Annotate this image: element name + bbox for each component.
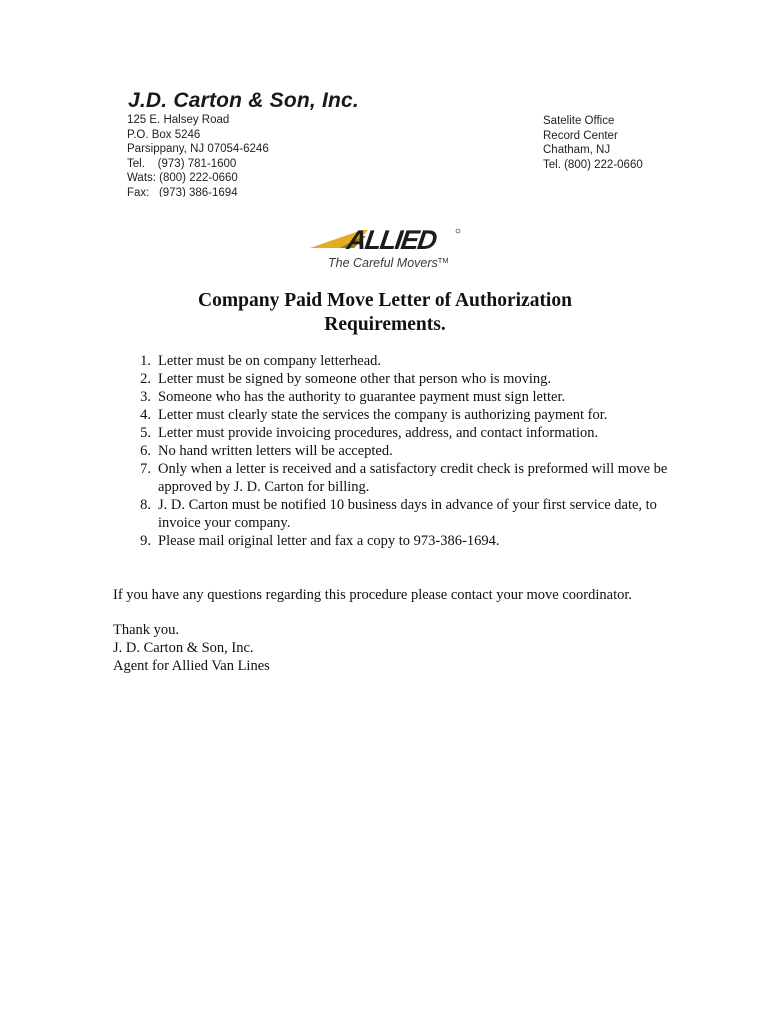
list-item [131, 424, 671, 442]
item-number: 4. [140, 407, 151, 423]
item-text: Please mail original letter and fax a copy to 973-386-1694. [158, 533, 500, 549]
wats-line: Wats: (800) 222-0660 [127, 172, 238, 185]
list-item [131, 442, 671, 460]
title-line: Requirements. [324, 314, 446, 335]
address-line: Record Center [543, 129, 618, 142]
tagline-text: The Careful Movers [328, 256, 438, 270]
item-number: 1. [140, 353, 151, 369]
fax-line: Fax: (973) 386-1694 [127, 186, 238, 197]
item-text: Letter must provide invoicing procedures, address, and contact information. [158, 425, 599, 441]
item-text: Letter must be on company letterhead. [158, 353, 382, 369]
title-line: Company Paid Move Letter of Authorization [198, 290, 572, 311]
allied-tagline [328, 256, 449, 270]
address-line: Parsippany, NJ 07054-6246 [127, 143, 269, 156]
questions-paragraph: If you have any questions regarding this procedure please contact your move coordinator. [113, 587, 633, 603]
item-number: 2. [140, 371, 151, 387]
item-number: 9. [140, 533, 151, 549]
satellite-office-address [543, 114, 643, 172]
list-item [131, 370, 671, 388]
closing-block [113, 621, 270, 675]
item-number: 6. [140, 443, 151, 459]
letterhead-company-name: J.D. Carton & Son, Inc. [128, 89, 359, 110]
list-item [131, 532, 671, 550]
address-line: Chatham, NJ [543, 144, 611, 157]
registered-mark-icon [456, 229, 460, 233]
item-number: 8. [140, 497, 151, 513]
list-item [131, 496, 671, 532]
item-number: 5. [140, 425, 151, 441]
item-text: Someone who has the authority to guarantee payment must sign letter. [158, 389, 566, 405]
closing-line: Thank you. [113, 622, 180, 638]
signature-company: J. D. Carton & Son, Inc. [113, 640, 254, 656]
address-line: Satelite Office [543, 115, 615, 127]
list-item [131, 460, 671, 496]
requirements-list [131, 352, 671, 550]
list-item [131, 352, 671, 370]
address-line: 125 E. Halsey Road [127, 114, 230, 126]
list-item [131, 388, 671, 406]
item-text: Letter must clearly state the services the company is authorizing payment for. [158, 407, 608, 423]
item-text: Only when a letter is received and a satisfactory credit check is preformed will move be approved by J. D. Carton for billing. [158, 461, 668, 495]
allied-wordmark: ALLIED [345, 224, 438, 255]
list-item [131, 406, 671, 424]
item-text: No hand written letters will be accepted. [158, 443, 393, 459]
item-text: Letter must be signed by someone other that person who is moving. [158, 371, 552, 387]
document-title [0, 289, 770, 337]
phone-line: Tel. (973) 781-1600 [127, 157, 237, 170]
item-number: 7. [140, 461, 151, 477]
main-office-address [127, 113, 269, 197]
signature-title: Agent for Allied Van Lines [113, 658, 270, 674]
phone-line: Tel. (800) 222-0660 [543, 158, 643, 171]
item-text: J. D. Carton must be notified 10 business days in advance of your first service date, to invoice your company. [158, 497, 657, 531]
trademark-mark: TM [437, 256, 449, 265]
address-line: P.O. Box 5246 [127, 128, 201, 141]
item-number: 3. [140, 389, 151, 405]
